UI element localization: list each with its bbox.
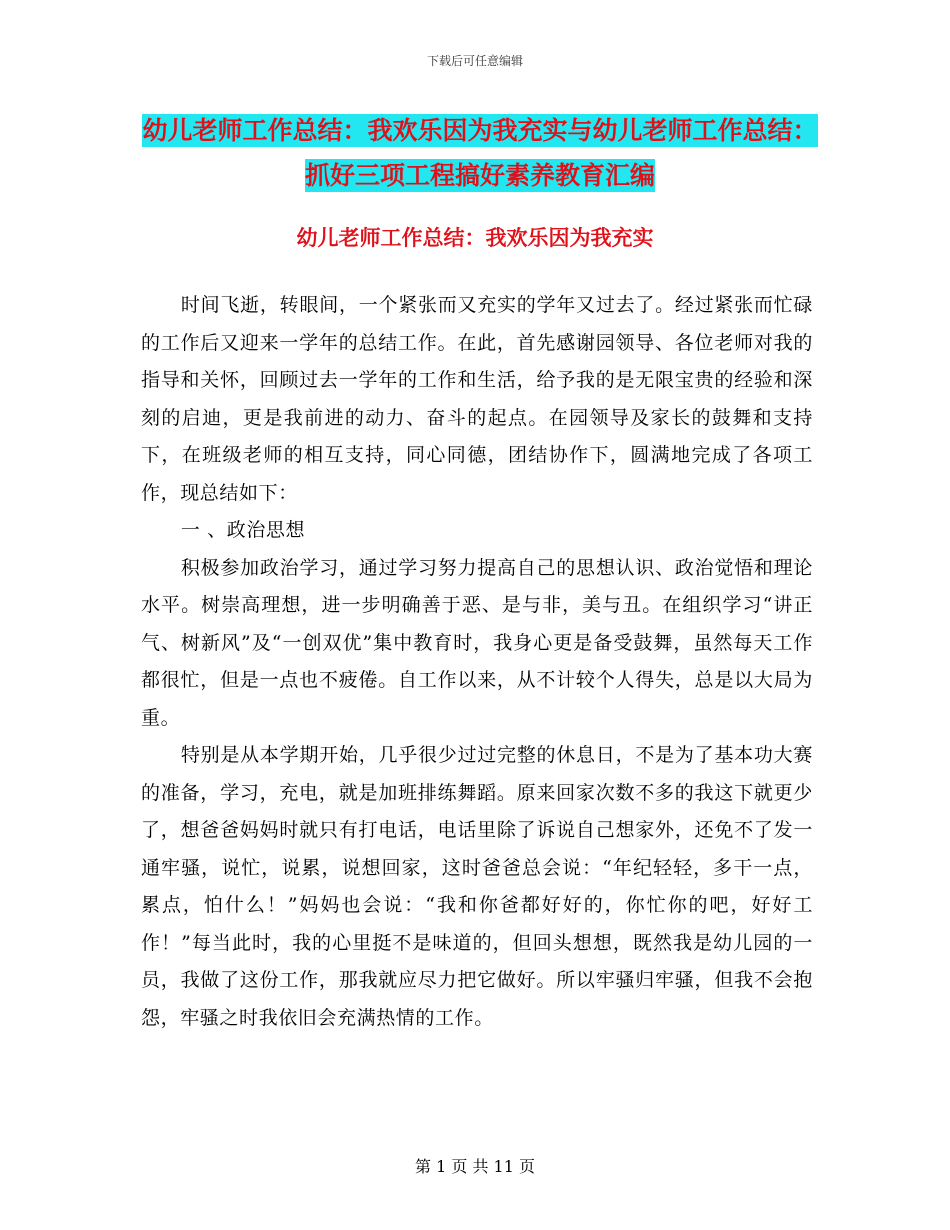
- heading-political-thought: 一 、政治思想: [180, 519, 306, 541]
- paragraph-political-study: 积极参加政治学习，通过学习努力提高自己的思想认识、政治觉悟和理论水平。树崇高理想，进一步明确善于恶、是与非，美与丑。在组织学习“讲正气、树新风”及“一创双优”集中教育时，我身心更是备受鼓舞，虽然每天工作都很忙，但是一点也不疲倦。自工作以来，从不计较个人得失，总是以大局为重。: [141, 556, 813, 729]
- section-title: 幼儿老师工作总结：我欢乐因为我充实: [296, 226, 654, 250]
- document-title-text: 幼儿老师工作总结：我欢乐因为我充实与幼儿老师工作总结：抓好三项工程搞好素养教育汇编: [142, 116, 818, 190]
- document-title: [140, 108, 820, 198]
- paragraph-this-semester: 特别是从本学期开始，几乎很少过过完整的休息日，不是为了基本功大赛的准备，学习，充电，就是加班排练舞蹈。原来回家次数不多的我这下就更少了，想爸爸妈妈时就只有打电话，电话里除了诉说自己想家外，还免不了发一通牢骚，说忙，说累，说想回家，这时爸爸总会说：“年纪轻轻，多干一点，累点，怕什么！”妈妈也会说：“我和你爸都好好的，你忙你的吧，好好工作！”每当此时，我的心里挺不是味道的，但回头想想，既然我是幼儿园的一员，我做了这份工作，那我就应尽力把它做好。所以牢骚归牢骚，但我不会抱怨，牢骚之时我依旧会充满热情的工作。: [141, 744, 813, 1029]
- header-note: 下载后可任意编辑: [426, 54, 523, 68]
- paragraph-intro: 时间飞逝，转眼间，一个紧张而又充实的学年又过去了。经过紧张而忙碌的工作后又迎来一学年的总结工作。在此，首先感谢园领导、各位老师对我的指导和关怀，回顾过去一学年的工作和生活，给予我的是无限宝贵的经验和深刻的启迪，更是我前进的动力、奋斗的起点。在园领导及家长的鼓舞和支持下，在班级老师的相互支持，同心同德，团结协作下，圆满地完成了各项工作，现总结如下：: [141, 294, 813, 504]
- body-text: [141, 287, 813, 1037]
- page-footer: 第 1 页 共 11 页: [415, 1157, 535, 1176]
